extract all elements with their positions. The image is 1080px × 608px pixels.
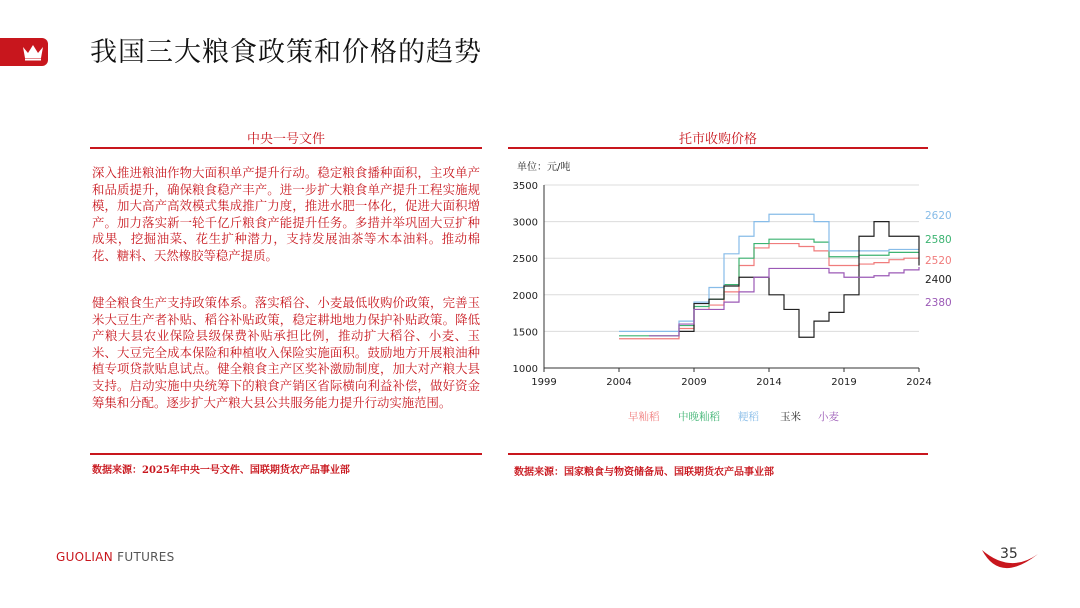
right-bottom-rule: [508, 453, 928, 455]
legend-item: 中晚籼稻: [678, 411, 720, 423]
series-end-label: 2620: [925, 210, 952, 222]
x-tick-label: 2004: [606, 377, 632, 388]
brand-logo: [0, 38, 48, 66]
x-tick-label: 2024: [906, 377, 932, 388]
x-tick-label: 2019: [831, 377, 857, 388]
y-tick-label: 2000: [512, 290, 538, 302]
series-end-label: 2380: [925, 297, 952, 309]
crown-icon: [22, 43, 44, 61]
footer-brand-main: GUOLIAN: [56, 550, 114, 564]
series-end-label: 2400: [925, 274, 952, 286]
y-tick-label: 3000: [512, 217, 538, 229]
series-end-label: 2520: [925, 255, 952, 267]
legend-item: 粳稻: [738, 411, 759, 423]
legend-item: 早籼稻: [628, 411, 660, 423]
right-panel-title: 托市收购价格: [678, 132, 757, 147]
right-source-note: 数据来源：国家粮食与物资储备局、国联期货农产品事业部: [514, 467, 774, 478]
footer-brand-sub: FUTURES: [113, 550, 175, 564]
legend-item: 小麦: [818, 411, 839, 423]
y-tick-label: 2500: [512, 254, 538, 266]
policy-paragraph-2: 健全粮食生产支持政策体系。落实稻谷、小麦最低收购价政策，完善玉米大豆生产者补贴、稻谷补贴政策，稳定耕地地力保护补贴政策。降低产粮大县农业保险县级保费补贴承担比例，推动扩大稻谷、小麦、玉米、大豆完全成本保险和种植收入保险实施面积。鼓励地方开展粮油种植专项贷款贴息试点。健全粮食主产区奖补激励制度，加大对产粮大县支持。启动实施中央统筹下的粮食产销区省际横向利益补偿，做好资金筹集和分配。逐步扩大产粮大县公共服务能力提升行动实施范围。: [92, 295, 480, 410]
y-tick-label: 3500: [512, 181, 538, 192]
chart-unit-label: 单位：元/吨: [517, 162, 571, 173]
y-tick-label: 1500: [512, 327, 538, 339]
x-tick-label: 2014: [756, 377, 782, 388]
left-source-note: 数据来源：2025年中央一号文件、国联期货农产品事业部: [92, 465, 350, 476]
policy-paragraph-1: 深入推进粮油作物大面积单产提升行动。稳定粮食播种面积，主攻单产和品质提升，确保粮食稳产丰产。进一步扩大粮食单产提升工程实施规模，加大高产高效模式集成推广力度，推进水肥一体化，促进大面积增产。加力落实新一轮千亿斤粮食产能提升任务。多措并举巩固大豆扩种成果，挖掘油菜、花生扩种潜力，支持发展油茶等木本油料。推动棉花、糖料、天然橡胶等稳产提质。: [92, 165, 480, 263]
page-number: 35: [1000, 546, 1018, 562]
x-tick-label: 1999: [531, 377, 557, 388]
price-chart: [500, 155, 952, 445]
legend-item: 玉米: [780, 411, 801, 423]
y-tick-label: 1000: [512, 364, 538, 375]
x-tick-label: 2009: [681, 377, 707, 388]
left-bottom-rule: [90, 453, 482, 455]
left-top-rule: [90, 147, 482, 149]
left-panel-title: 中央一号文件: [246, 132, 325, 147]
footer-brand: [56, 550, 175, 564]
right-top-rule: [508, 147, 928, 149]
page-title: 我国三大粮食政策和价格的趋势: [90, 37, 482, 68]
series-end-label: 2580: [925, 234, 952, 246]
